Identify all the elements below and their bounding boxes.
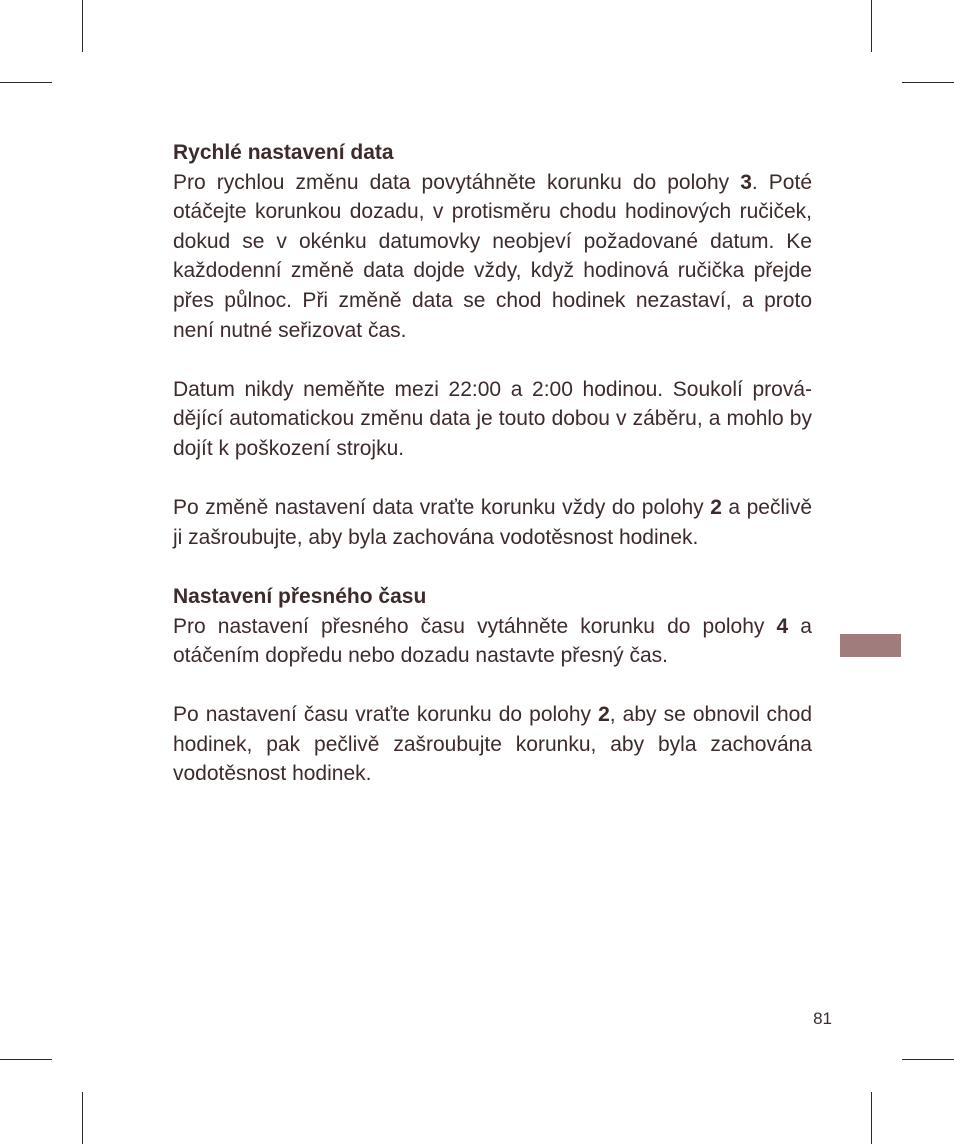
paragraph-time-set: Pro nastavení přesného času vytáhněte korunku do polohy 4 a otáčením dopředu nebo dozadu nastavte přesný čas. xyxy=(173,614,812,668)
crop-mark-bottom-left-horizontal xyxy=(0,1059,52,1060)
crop-mark-top-left-vertical xyxy=(82,0,83,52)
crop-mark-top-right-horizontal xyxy=(902,82,954,83)
crop-mark-bottom-right-horizontal xyxy=(902,1059,954,1060)
page-number: 81 xyxy=(813,1009,832,1028)
paragraph-quick-date-set: Pro rychlou změnu data povytáhněte korunku do polohy 3. Poté otáčejte korunkou dozadu, v protisměru chodu hodinových ručiček, dokud se v okénku datumovky neobjeví požadované datum. Ke každodenní změně data dojde vždy, když hodinová ručička přejde přes půlnoc. Při změně data se chod hodinek nezastaví, a proto není nutné seřizovat čas. xyxy=(173,170,812,342)
paragraph-date-return-crown: Po změně nastavení data vraťte korunku vždy do polohy 2 a pečlivě ji zašroubujte, aby byla zachována vodotěsnost hodinek. xyxy=(173,496,812,549)
crop-mark-top-left-horizontal xyxy=(0,82,52,83)
paragraph-date-warning: Datum nikdy neměňte mezi 22:00 a 2:00 hodinou. Soukolí provádějící automatickou změnu data je touto dobou v záběru, a mohlo by dojít k poškození strojku. xyxy=(173,377,812,460)
page-content xyxy=(173,138,812,789)
section-heading-time: Nastavení přesného času xyxy=(173,584,427,608)
crop-mark-top-right-vertical xyxy=(871,0,872,52)
section-heading-date: Rychlé nastavení data xyxy=(173,141,394,164)
section-tab-marker xyxy=(840,634,901,657)
crop-mark-bottom-right-vertical xyxy=(871,1092,872,1144)
crop-mark-bottom-left-vertical xyxy=(82,1092,83,1144)
paragraph-time-return-crown: Po nastavení času vraťte korunku do polohy 2, aby se obnovil chod hodinek, pak pečlivě zašroubujte korunku, aby byla zachována vodotěsnost hodinek. xyxy=(173,703,813,786)
